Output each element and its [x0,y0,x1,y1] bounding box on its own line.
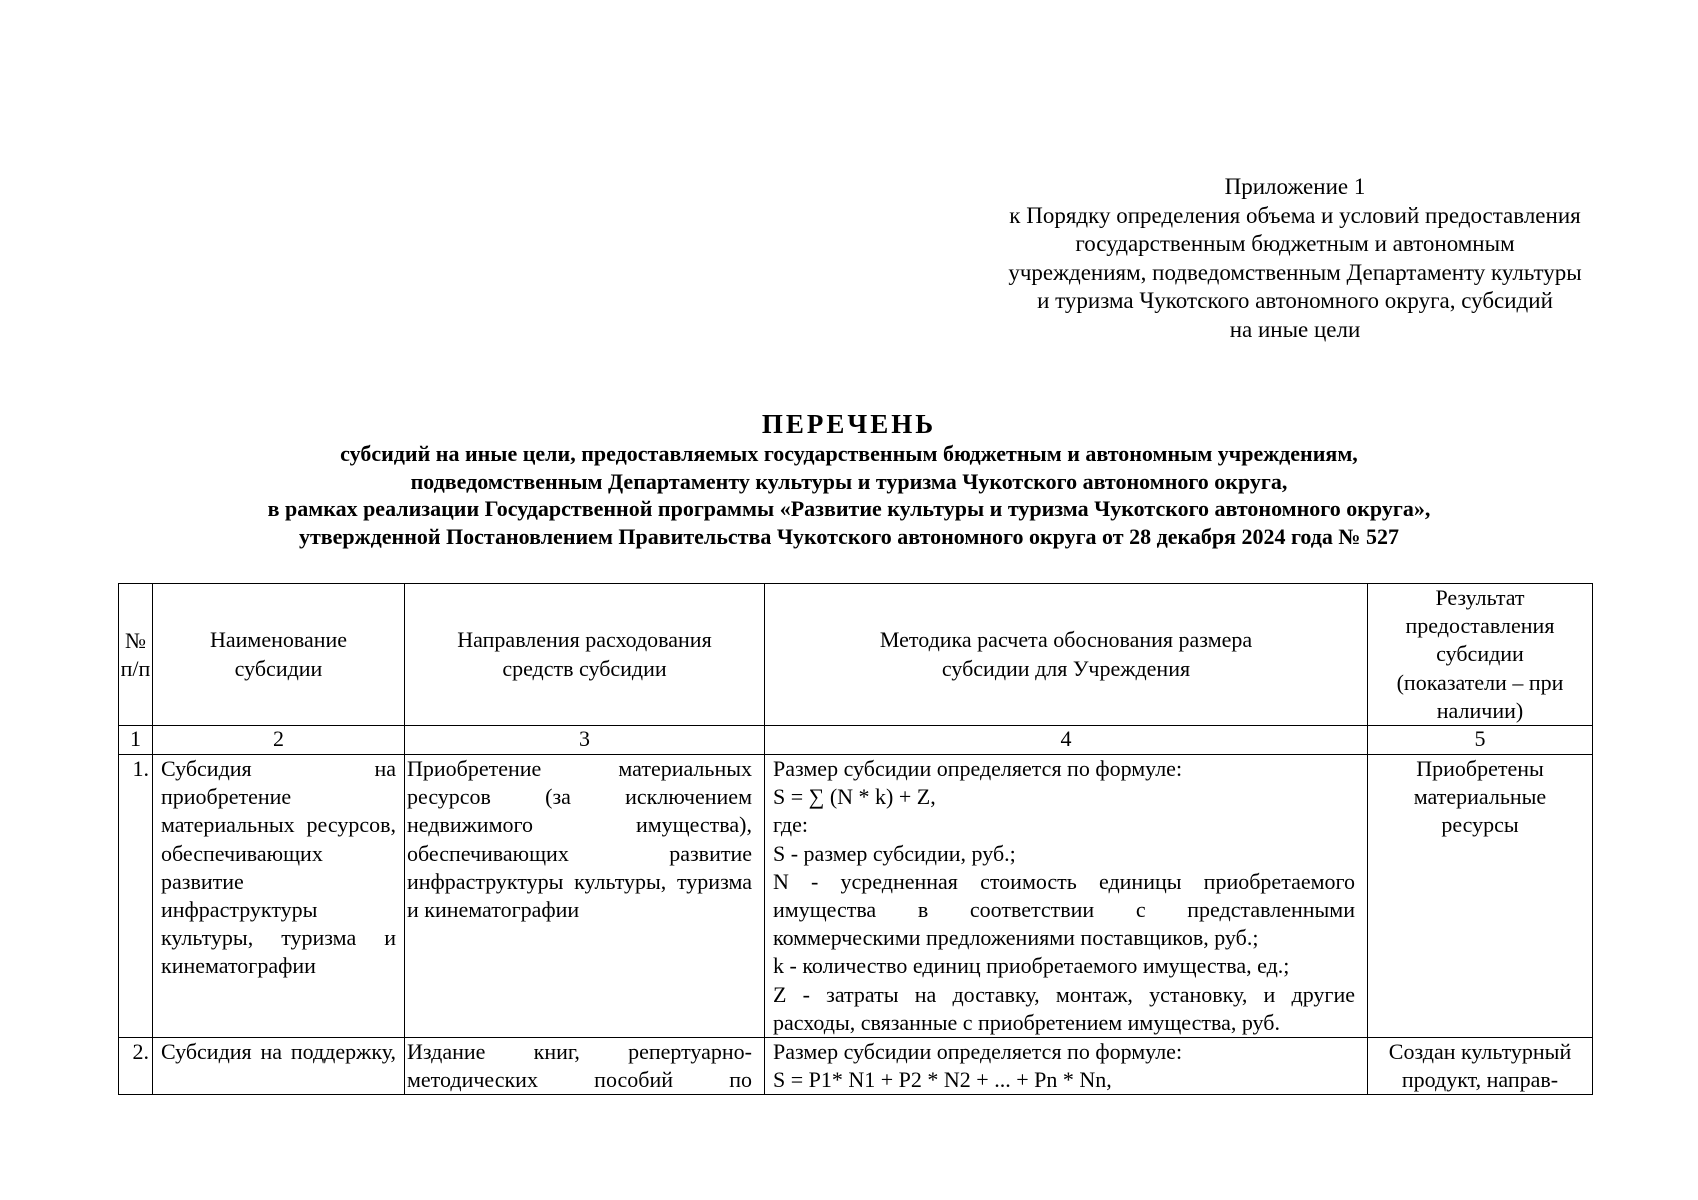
appendix-line: и туризма Чукотского автономного округа, субсидий [1037,288,1553,313]
subsidy-name: Субсидия на поддержку, [153,1038,405,1095]
title-subline: в рамках реализации Государственной программы «Развитие культуры и туризма Чукотского автономного округа», [267,496,1431,521]
spending-direction: Издание книг, репертуарно-методических пособий по [405,1038,765,1095]
column-number: 3 [405,726,765,755]
subsidy-result: Приобретены материальные ресурсы [1368,755,1593,1038]
row-number: 2. [119,1038,153,1095]
header-name [153,584,405,726]
method-line: Z - затраты на доставку, монтаж, установку, и другие расходы, связанные с приобретением имущества, руб. [773,981,1355,1035]
column-numbers-row [119,726,1593,755]
row-number: 1. [119,755,153,1038]
appendix-heading [955,173,1635,344]
appendix-line: к Порядку определения объема и условий предоставления [1009,202,1581,228]
title-subline: субсидий на иные цели, предоставляемых государственным бюджетным и автономным учреждениям, [340,441,1358,466]
appendix-line: государственным бюджетным и автономным [1075,231,1515,256]
method-line: S = P1* N1 + P2 * N2 + ... + Pn * Nn, [773,1067,1112,1093]
subsidy-table [118,583,1593,1095]
appendix-line: учреждениям, подведомственным Департаменту культуры [1008,259,1582,285]
header-num: № п/п [119,584,153,726]
method-line: Размер субсидии определяется по формуле: [773,1039,1183,1065]
header-method-text: Методика расчета обоснования размера субсидии для Учреждения [879,627,1253,681]
header-method [765,584,1368,726]
column-number: 5 [1368,726,1593,755]
subsidy-result: Создан культурный продукт, направ- [1368,1038,1593,1095]
spending-direction: Приобретение материальных ресурсов (за исключением недвижимого имущества), обеспечивающих развитие инфраструктуры культуры, туризма и кинематографии [405,755,765,1038]
appendix-line: Приложение 1 [1224,174,1366,199]
title-subline: подведомственным Департаменту культуры и туризма Чукотского автономного округа, [410,468,1288,494]
document-title-block [0,408,1698,550]
column-number: 1 [119,726,153,755]
header-direction-text: Направления расходования средств субсидии [457,627,712,681]
header-result [1368,584,1593,726]
document-title: ПЕРЕЧЕНЬ [761,409,937,439]
method-line: k - количество единиц приобретаемого имущества, ед.; [773,953,1290,979]
column-number: 4 [765,726,1368,755]
table-row [119,1038,1593,1095]
method-line: N - усредненная стоимость единицы приобретаемого имущества в соответствии с представленными коммерческими предложениями поставщиков, руб.; [773,868,1355,951]
method-line: S - размер субсидии, руб.; [773,840,1016,866]
appendix-line: на иные цели [1229,316,1361,342]
calculation-method [765,1038,1368,1095]
header-result-text: Результат предоставления субсидии (показатели – при наличии) [1396,585,1564,723]
column-number: 2 [153,726,405,755]
table-header-row [119,584,1593,726]
method-line: где: [773,812,808,838]
method-line: S = ∑ (N * k) + Z, [773,784,936,810]
calculation-method [765,755,1368,1038]
table-row [119,755,1593,1038]
header-direction [405,584,765,726]
method-line: Размер субсидии определяется по формуле: [773,756,1183,782]
subsidy-name: Субсидия на приобретение материальных ресурсов, обеспечивающих развитие инфраструктуры культуры, туризма и кинематографии [153,755,405,1038]
title-subline: утвержденной Постановлением Правительства Чукотского автономного округа от 28 декабря 2024 года № 527 [298,523,1399,549]
header-name-text: Наименование субсидии [209,627,348,681]
